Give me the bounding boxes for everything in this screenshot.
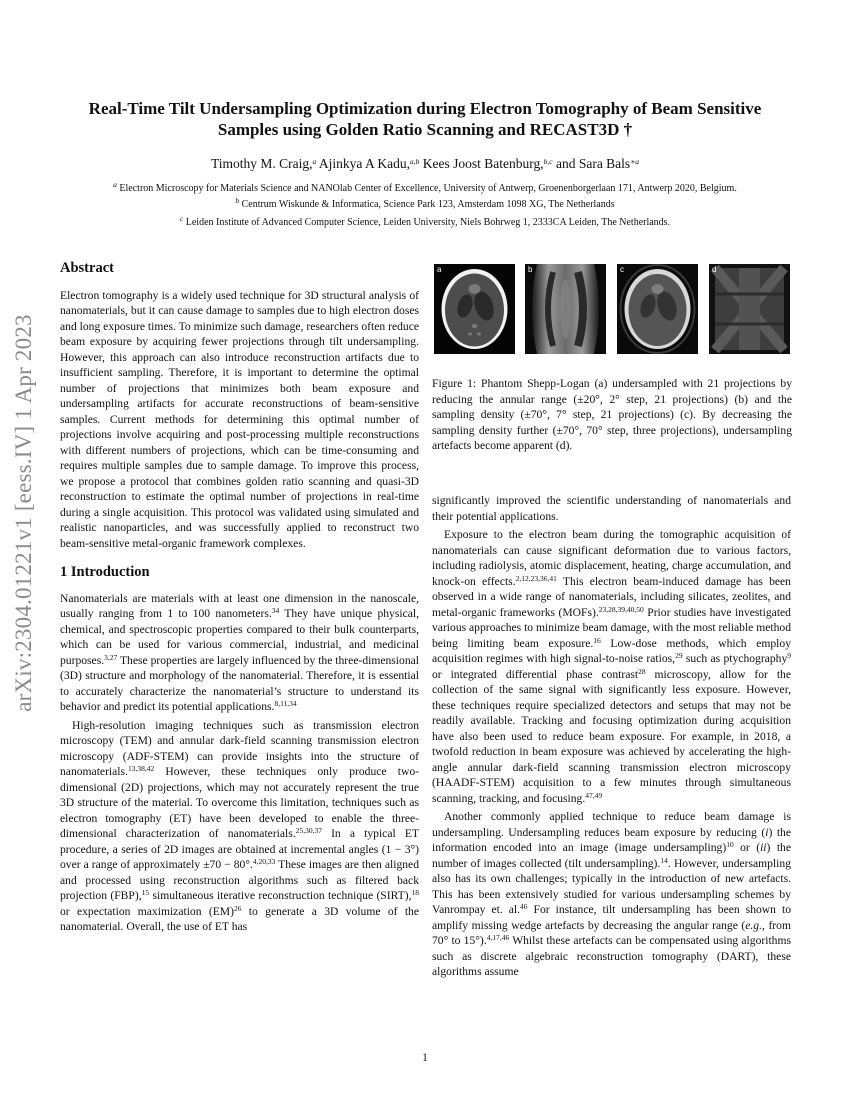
figure-1 — [434, 264, 790, 354]
figure-panel-c — [617, 264, 698, 354]
affiliation-b: $^b$ Centrum Wiskunde & Informatica, Science Park 123, Amsterdam 1098 XG, The Netherlands — [235, 196, 615, 210]
panel-label-d: d — [712, 265, 717, 274]
page-number: 1 — [422, 1052, 428, 1064]
affiliation-a: $^a$ Electron Microscopy for Materials Science and NANOlab Center of Excellence, University of Antwerp, Groenenborgerlaan 171, Antwerp 2020, Belgium. — [113, 180, 737, 194]
right-column — [432, 493, 791, 980]
arxiv-sidebar — [4, 300, 44, 730]
abstract-heading: Abstract — [60, 260, 114, 276]
abstract-text: Electron tomography is a widely used technique for 3D structural analysis of nanomaterials, but it can cause damage to samples due to high electron doses and long exposure times. To minimize such damage, researchers often reduce beam exposure by acquiring fewer projections through tilt undersampling. However, this approach can also introduce reconstruction artifacts due to insufficient sampling. Therefore, it is important to determine the optimal number of projections that minimizes both beam exposure and undersampling artifacts for accurate reconstructions of beam-sensitive samples. Current methods for determining this optimal number of projections involve acquiring and post-processing multiple reconstructions with different numbers of projections, which can be time-consuming and requires multiple samples due to sample damage. To improve this process, we propose a protocol that combines golden ratio scanning and quasi-3D reconstruction to estimate the optimal number of projections in real-time during a single acquisition. This protocol was validated using simulated and realistic nanoparticles, and was successfully applied to reconstruct two beam-sensitive metal-organic framework complexes. — [60, 288, 419, 550]
intro-paragraph-2: High-resolution imaging techniques such as transmission electron microscopy (TEM) and annular dark-field scanning transmission electron microscopy (ADF-STEM) can provide insights into the structure of nanomaterials.$^{13,38,42}$ However, these techniques only produce two-dimensional (2D) projections, which may not accurately represent the true 3D structure of the material. To overcome this limitation, techniques such as electron tomography (ET) have been developed to enable the three-dimensional characterization of nanomaterials.$^{25,30,37}$ In a typical ET procedure, a series of 2D images are obtained at incremental angles (1 − 3°) over a range of approximately ±70 − 80°.$^{4,20,33}$ These images are then aligned and processed using reconstruction algorithms such as filtered back projection (FBP),$^{15}$ simultaneous iterative reconstruction technique (SIRT),$^{18}$ or expectation maximization (EM)$^{26}$ to generate a 3D volume of the nanomaterial. Overall, the use of ET has — [60, 718, 419, 933]
arxiv-id-text: arXiv:2304.01221v1 [eess.IV] 1 Apr 2023 — [11, 314, 36, 712]
section-introduction-heading: 1 Introduction — [60, 564, 150, 580]
undersampled-density-image — [617, 264, 698, 354]
panel-label-b: b — [528, 265, 533, 274]
figure-panel-b — [525, 264, 606, 354]
paper-title: Real-Time Tilt Undersampling Optimization during Electron Tomography of Beam Sensitive Samples using Golden Ratio Scanning and RECAST3D † — [88, 99, 762, 139]
figure-panel-a — [434, 264, 515, 354]
intro-paragraph-3: Exposure to the electron beam during the tomographic acquisition of nanomaterials can cause significant deformation due to various factors, including radiolysis, atomic displacement, heating, charge accumulation, and knock-on effects.$^{2,12,23,36,41}$ This electron beam-induced damage has been observed in a wide range of nanomaterials, including silicates, zeolites, and metal-organic frameworks (MOFs).$^{23,28,39,40,50}$ Prior studies have investigated various approaches to minimize beam damage, with the most reliable method being limiting beam exposure.$^{16}$ Low-dose methods, which employ acquisition regimes with high signal-to-noise ratios,$^{29}$ such as ptychography$^9$ or integrated differential phase contrast$^{28}$ microscopy, allow for the collection of the same signal with significantly less exposure. However, these techniques require specialized detectors and setups that may not be readily available. Tracking and focusing optimization during acquisition have also been used to reduce beam exposure. For example, in 2018, a twofold reduction in beam exposure was achieved by accelerating the high-angle annular dark-field scanning transmission electron microscopy (HAADF-STEM) acquisition to a few minutes through simultaneous scanning, tracking, and focusing.$^{47,49}$ — [432, 528, 791, 805]
undersampled-annular-range-image — [525, 264, 606, 354]
figure-panel-d — [709, 264, 790, 354]
panel-label-a: a — [437, 265, 442, 274]
author-list: Timothy M. Craig,$^a$ Ajinkya A Kadu,$^{a,b}$ Kees Joost Batenburg,$^{b,c}$ and Sara Bals$^{∗a}$ — [210, 156, 640, 171]
panel-label-c: c — [620, 265, 624, 274]
three-projection-artefact-image — [709, 264, 790, 354]
intro-paragraph-4: Another commonly applied technique to reduce beam damage is undersampling. Undersampling reduces beam exposure by reducing (i) the information encoded into an image (image undersampling)$^{10}$ or (ii) the number of images collected (tilt undersampling).$^{14}$. However, undersampling also has its own challenges; typically in the introduction of new artefacts. This has been extensively studied for various undersampling schemes by Vanrompay et. al.$^{46}$ For instance, tilt undersampling has been shown to amplify missing wedge artefacts by decreasing the angular range (e.g., from 70° to 15°).$^{4,17,46}$ Whilst these artefacts can be compensated using algorithms such as discrete algebraic reconstruction tomography (DART), these algorithms assume — [432, 810, 791, 978]
affiliation-c: $^c$ Leiden Institute of Advanced Computer Science, Leiden University, Niels Bohrweg 1, 2333CA Leiden, The Netherlands. — [179, 214, 671, 228]
intro-continuation: significantly improved the scientific understanding of nanomaterials and their potential applications. — [432, 494, 791, 523]
shepp-logan-phantom-image — [434, 264, 515, 354]
figure-1-caption: Figure 1: Phantom Shepp-Logan (a) undersampled with 21 projections by reducing the annular range (±20°, 2° step, 21 projections) (b) and the sampling density (±70°, 7° step, 21 projections) (c). By decreasing the sampling density further (±70°, 70° step, three projections), undersampling artefacts become apparent (d). — [432, 377, 792, 452]
left-column — [60, 261, 419, 935]
intro-paragraph-1: Nanomaterials are materials with at least one dimension in the nanoscale, usually ranging from 1 to 100 nanometers.$^{34}$ They have unique physical, chemical, and spectroscopic properties compared to their bulk counterparts, which can be used for various commercial, industrial, and medicinal purposes.$^{3,27}$ These properties are largely influenced by the three-dimensional (3D) structure and morphology of the nanomaterial. Therefore, it is essential to accurately characterize the nanomaterial’s structure to understand its behavior and predict its potential applications.$^{8,11,34}$ — [60, 591, 419, 713]
